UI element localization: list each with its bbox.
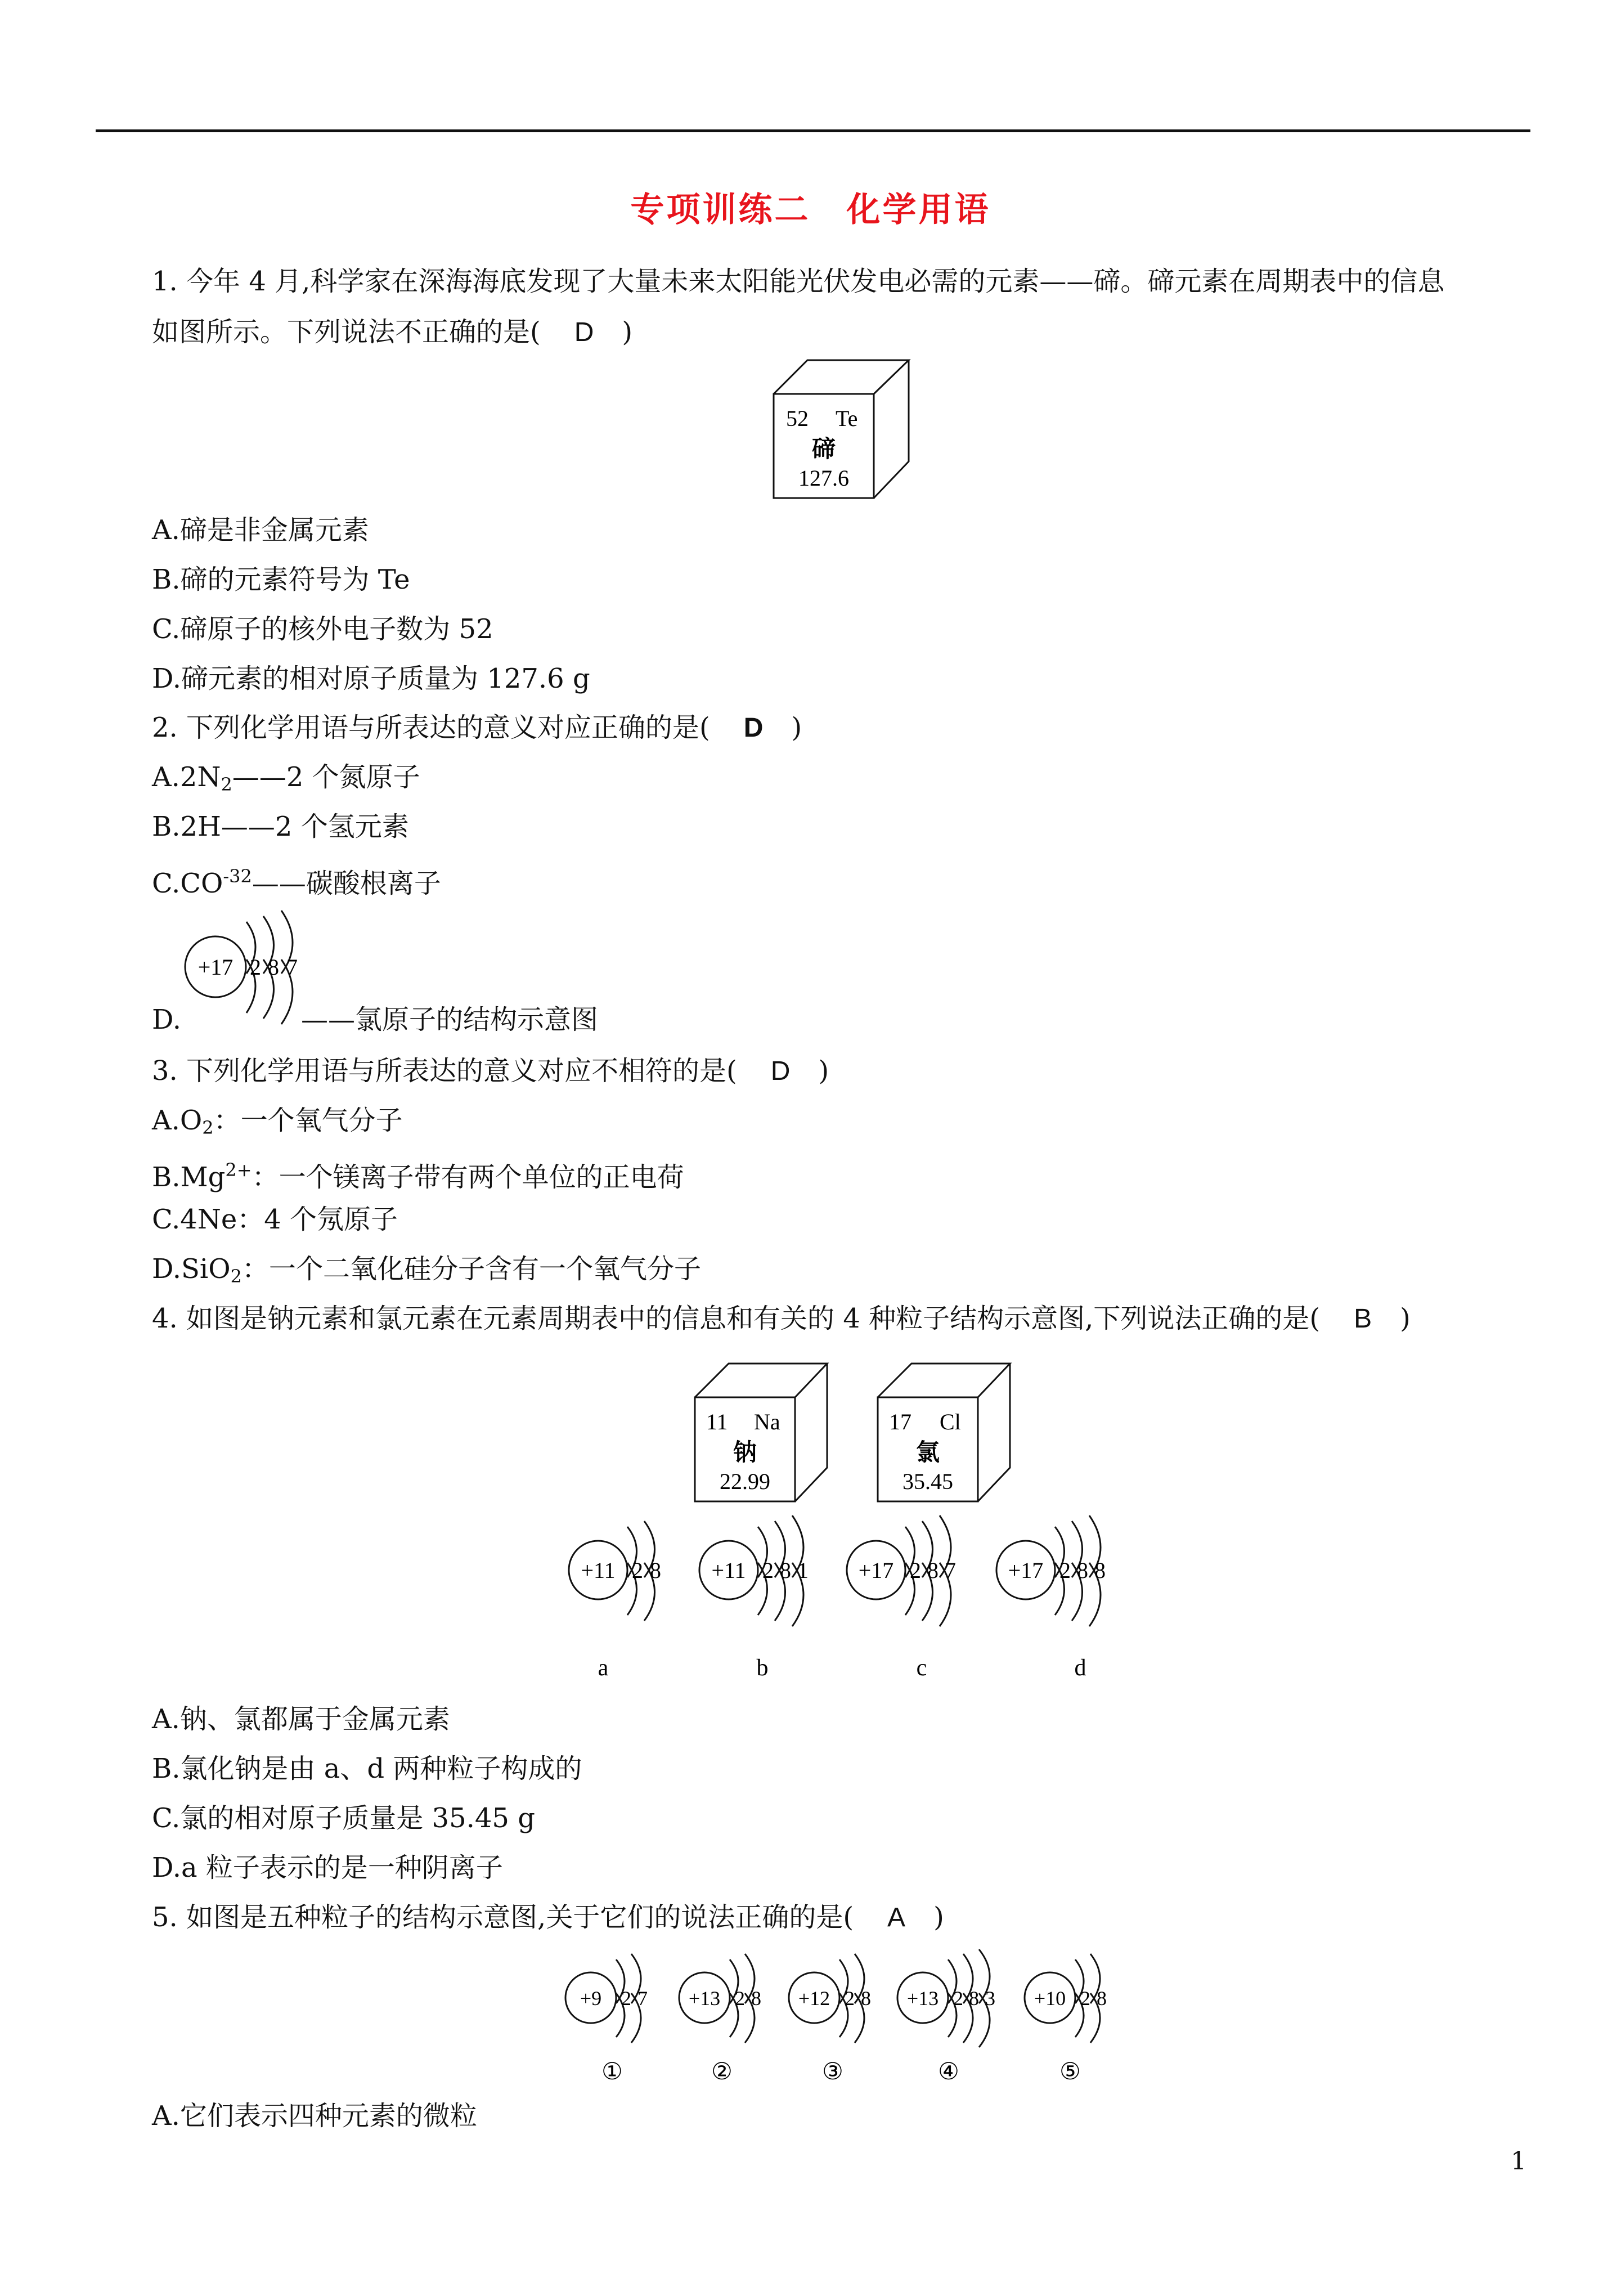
cell-symbol: Cl bbox=[940, 1409, 961, 1434]
q4-option-c: C.氯的相对原子质量是 35.45 g bbox=[152, 1802, 535, 1834]
shell-1: 2 bbox=[250, 954, 261, 980]
q1-element-cell bbox=[771, 357, 917, 504]
cell-mass: 35.45 bbox=[902, 1469, 953, 1494]
svg-text:8: 8 bbox=[927, 1558, 939, 1583]
cell-symbol: Te bbox=[836, 406, 858, 431]
svg-text:8: 8 bbox=[861, 1987, 871, 2010]
atom-nucleus: +17 bbox=[197, 954, 234, 980]
atom-4 bbox=[897, 1949, 995, 2085]
atom-3 bbox=[789, 1954, 871, 2085]
svg-text:8: 8 bbox=[969, 1987, 979, 2010]
label-5: ⑤ bbox=[1059, 2059, 1081, 2085]
q3-option-b: $B.Mg^{2+}$：一个镁离子带有两个单位的正电荷 bbox=[152, 1159, 684, 1193]
q2-option-c: $C.CO^{-32}——$碳酸根离子 bbox=[152, 866, 441, 899]
svg-text:8: 8 bbox=[650, 1558, 661, 1583]
q2-atom-diagram bbox=[180, 906, 321, 1027]
q4-element-cell-na bbox=[692, 1361, 833, 1507]
svg-text:+12: +12 bbox=[798, 1987, 830, 2010]
q2-option-d-text: ——氯原子的结构示意图 bbox=[301, 1004, 599, 1035]
atom-2 bbox=[679, 1954, 761, 2085]
svg-text:2: 2 bbox=[910, 1558, 921, 1583]
q4-option-a: A.钠、氯都属于金属元素 bbox=[152, 1703, 450, 1735]
svg-text:+10: +10 bbox=[1034, 1987, 1066, 2010]
svg-text:8: 8 bbox=[780, 1558, 791, 1583]
q1-option-c: C.碲原子的核外电子数为 52 bbox=[152, 613, 493, 645]
svg-text:2: 2 bbox=[1080, 1987, 1090, 2010]
cell-name: 氯 bbox=[915, 1440, 940, 1466]
shell-3: 7 bbox=[286, 954, 298, 980]
atom-1 bbox=[565, 1954, 648, 2085]
atom-c bbox=[847, 1515, 956, 1681]
q5-option-a: A.它们表示四种元素的微粒 bbox=[152, 2100, 477, 2132]
q2-answer: D bbox=[743, 713, 764, 743]
q2-option-a: $A.2N_2——2$ 个氮原子 bbox=[152, 761, 420, 795]
svg-text:2: 2 bbox=[632, 1558, 643, 1583]
q1-option-b: B.碲的元素符号为 Te bbox=[152, 564, 410, 595]
cell-name: 钠 bbox=[733, 1440, 757, 1466]
q4-option-b: B.氯化钠是由 a、d 两种粒子构成的 bbox=[152, 1753, 582, 1784]
svg-text:8: 8 bbox=[751, 1987, 761, 2010]
svg-text:2: 2 bbox=[621, 1987, 631, 2010]
cell-symbol: Na bbox=[754, 1409, 780, 1434]
q3-option-c: C.4Ne：4 个氖原子 bbox=[152, 1204, 398, 1235]
label-1: ① bbox=[601, 2059, 623, 2085]
cell-name: 碲 bbox=[811, 437, 836, 463]
svg-text:+13: +13 bbox=[688, 1987, 721, 2010]
atom-a bbox=[569, 1521, 661, 1681]
q1-option-d: D.碲元素的相对原子质量为 127.6 g bbox=[152, 663, 590, 694]
q1-answer: D bbox=[574, 317, 594, 347]
svg-text:2: 2 bbox=[1059, 1558, 1071, 1583]
q4-stem: 4. 如图是钠元素和氯元素在元素周期表中的信息和有关的 4 种粒子结构示意图,下列说法正确的是( B ) bbox=[152, 1303, 1411, 1334]
svg-text:+11: +11 bbox=[581, 1558, 616, 1583]
q2-option-d-label: D. bbox=[152, 1004, 182, 1035]
svg-text:2: 2 bbox=[762, 1558, 774, 1583]
q3-option-d: D.SiO$_2$：一个二氧化硅分子含有一个氧气分子 bbox=[152, 1253, 701, 1287]
q3-option-a: $A.O_2$：一个氧气分子 bbox=[152, 1105, 403, 1138]
svg-text:8: 8 bbox=[1097, 1987, 1107, 2010]
q1-stem-line1: 1. 今年 4 月,科学家在深海海底发现了大量未来太阳能光伏发电必需的元素——碲。碲元素在周期表中的信息 bbox=[152, 266, 1445, 297]
q5-answer: A bbox=[887, 1903, 906, 1932]
cell-number: 52 bbox=[786, 406, 809, 431]
svg-text:3: 3 bbox=[985, 1987, 995, 2010]
q4-element-cell-cl bbox=[875, 1361, 1016, 1507]
q5-atom-diagrams bbox=[557, 1947, 1131, 2093]
q1-option-a: A.碲是非金属元素 bbox=[152, 514, 369, 546]
atom-5 bbox=[1025, 1954, 1107, 2085]
svg-text:+13: +13 bbox=[906, 1987, 939, 2010]
label-b: b bbox=[756, 1655, 769, 1681]
label-4: ④ bbox=[938, 2059, 959, 2085]
q1-stem-line2: 如图所示。下列说法不正确的是( D ) bbox=[152, 316, 633, 348]
cell-mass: 127.6 bbox=[798, 465, 849, 491]
svg-text:2: 2 bbox=[953, 1987, 963, 2010]
label-3: ③ bbox=[822, 2059, 843, 2085]
q2-stem: 2. 下列化学用语与所表达的意义对应正确的是( D ) bbox=[152, 712, 802, 743]
q3-stem: 3. 下列化学用语与所表达的意义对应不相符的是( D ) bbox=[152, 1055, 829, 1087]
q3-answer: D bbox=[770, 1056, 791, 1086]
atom-b bbox=[699, 1515, 809, 1681]
page-number: 1 bbox=[1511, 2147, 1526, 2176]
page-title: 专项训练二 化学用语 bbox=[630, 190, 991, 230]
header-rule bbox=[96, 129, 1530, 132]
shell-2: 8 bbox=[268, 954, 279, 980]
atom-d bbox=[996, 1515, 1106, 1681]
svg-text:+11: +11 bbox=[711, 1558, 746, 1583]
label-a: a bbox=[598, 1655, 609, 1681]
label-d: d bbox=[1074, 1655, 1086, 1681]
q5-stem: 5. 如图是五种粒子的结构示意图,关于它们的说法正确的是( A ) bbox=[152, 1902, 944, 1933]
label-c: c bbox=[916, 1655, 927, 1681]
svg-text:2: 2 bbox=[845, 1987, 855, 2010]
cell-number: 17 bbox=[889, 1409, 911, 1434]
svg-text:+17: +17 bbox=[1008, 1558, 1044, 1583]
cell-number: 11 bbox=[706, 1409, 728, 1434]
svg-text:+17: +17 bbox=[858, 1558, 894, 1583]
svg-text:8: 8 bbox=[1077, 1558, 1088, 1583]
svg-text:1: 1 bbox=[797, 1558, 809, 1583]
q2-option-b: B.2H——2 个氢元素 bbox=[152, 811, 409, 842]
svg-text:2: 2 bbox=[735, 1987, 745, 2010]
q4-answer: B bbox=[1354, 1304, 1372, 1334]
q4-option-d: D.a 粒子表示的是一种阴离子 bbox=[152, 1852, 503, 1884]
q4-atom-diagrams bbox=[557, 1500, 1148, 1685]
svg-text:8: 8 bbox=[1094, 1558, 1106, 1583]
svg-text:7: 7 bbox=[945, 1558, 956, 1583]
svg-text:7: 7 bbox=[637, 1987, 648, 2010]
cell-mass: 22.99 bbox=[720, 1469, 770, 1494]
svg-text:+9: +9 bbox=[580, 1987, 602, 2010]
label-2: ② bbox=[711, 2059, 733, 2085]
